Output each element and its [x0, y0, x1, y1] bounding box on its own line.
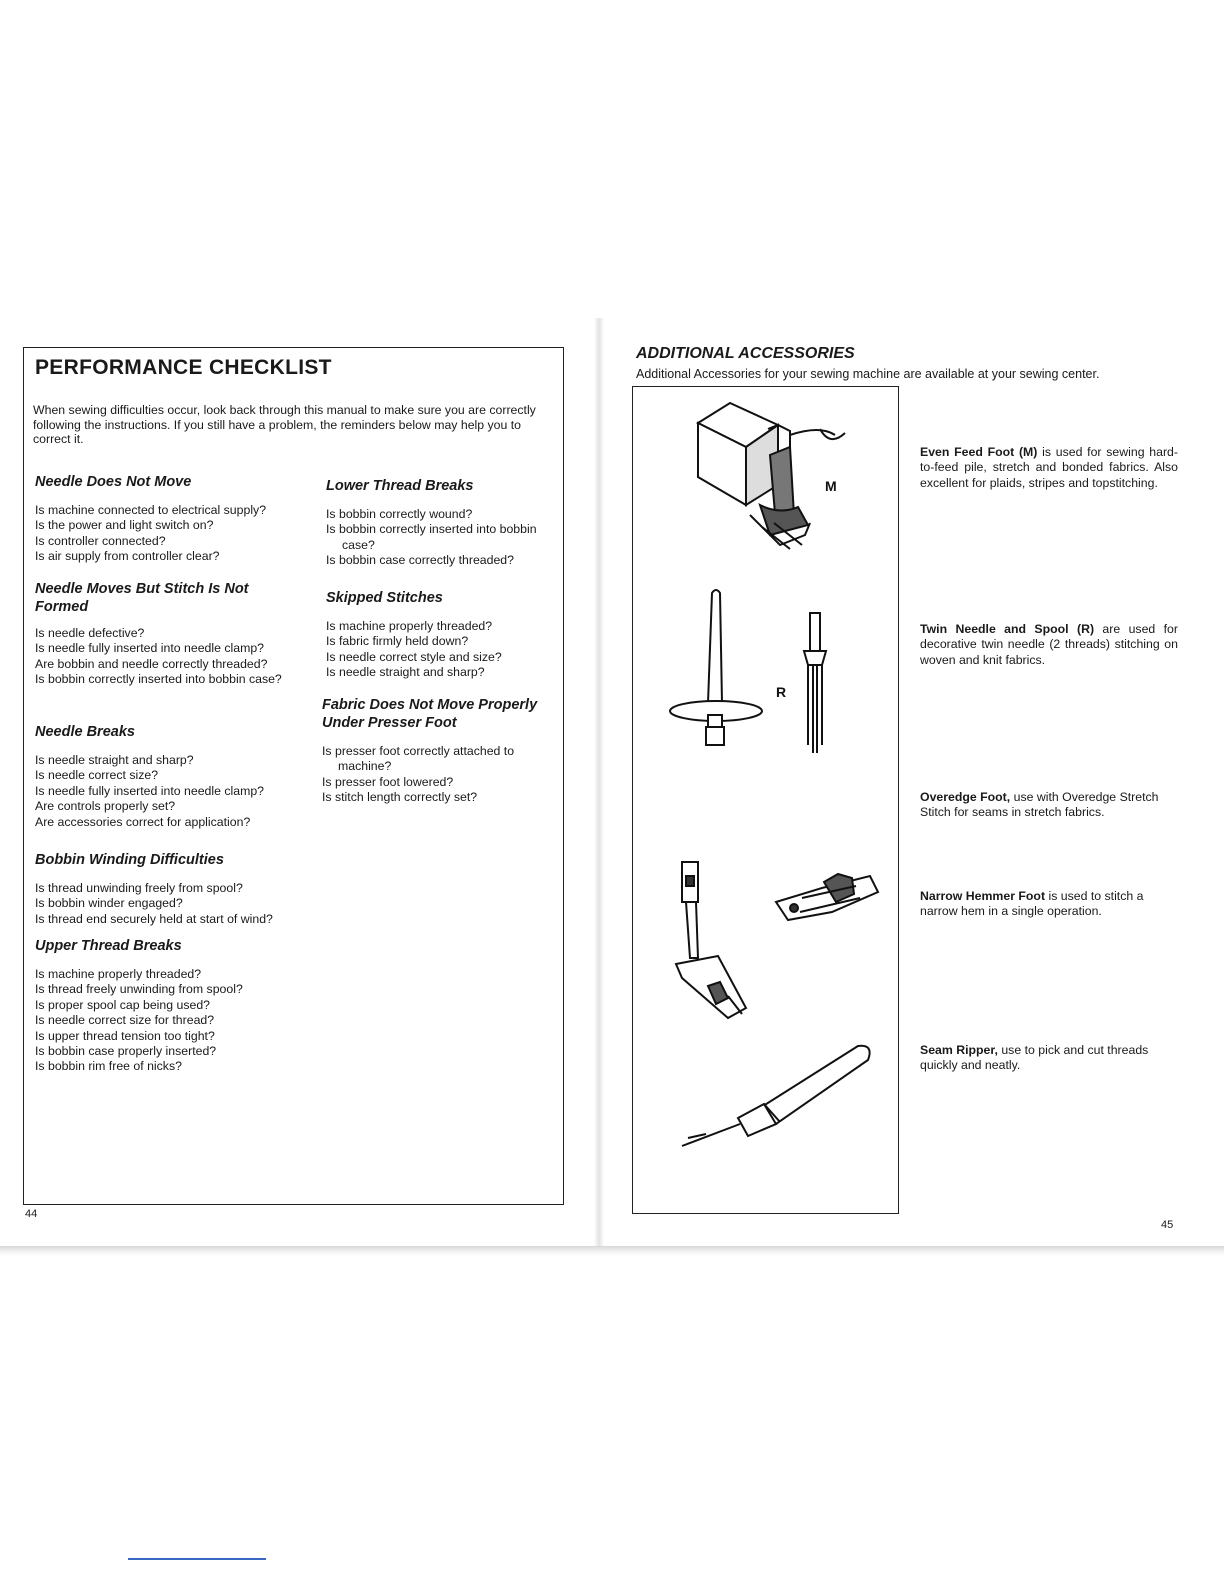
accessory-text: use with Overedge Stretch Stitch for seams in stretch fabrics.: [920, 790, 1159, 820]
checklist-item: Is thread end securely held at start of wind?: [35, 911, 273, 926]
section-heading: Fabric Does Not Move Properly Under Presser Foot: [322, 697, 538, 731]
checklist-item: Is the power and light switch on?: [35, 518, 214, 533]
section-needle-breaks: [35, 723, 305, 830]
accessory-text: are used for decorative twin needle (2 threads) stitching on woven and knit fabrics.: [920, 622, 1178, 667]
even-feed-foot-icon: [690, 395, 850, 555]
page-number-right: 45: [1161, 1219, 1174, 1231]
checklist-item: Is proper spool cap being used?: [35, 997, 211, 1012]
section-fabric-does-not-move: [322, 696, 560, 806]
checklist-item: Is controller connected?: [35, 533, 166, 548]
checklist-item: Is bobbin case properly inserted?: [35, 1044, 217, 1059]
checklist-item: Is machine properly threaded?: [326, 619, 493, 633]
accessory-twin-needle-desc: [920, 622, 1178, 668]
intro-paragraph: When sewing difficulties occur, look back through this manual to make sure you are correctly following the instructions. If you still have a problem, the reminders below may help you to correct it.: [33, 403, 536, 447]
accessories-title: ADDITIONAL ACCESSORIES: [636, 345, 855, 362]
checklist-item: Is needle correct size?: [35, 768, 159, 783]
page-bottom-edge: [0, 1246, 1224, 1256]
section-heading: Needle Breaks: [35, 724, 135, 740]
checklist-item: Is bobbin correctly wound?: [326, 507, 473, 521]
section-heading: Lower Thread Breaks: [326, 478, 474, 494]
section-skipped-stitches: [326, 589, 561, 681]
checklist-item: Is presser foot correctly attached to machine?: [322, 744, 515, 774]
accessory-overedge-desc: [920, 790, 1178, 821]
section-heading: Needle Moves But Stitch Is Not Formed: [35, 581, 249, 615]
accessory-even-feed-desc: [920, 445, 1178, 491]
twin-needle-spool-icon: [660, 585, 850, 765]
checklist-item: Is needle straight and sharp?: [35, 753, 194, 767]
accessory-name: Seam Ripper,: [920, 1043, 998, 1057]
checklist-item: Is stitch length correctly set?: [322, 790, 478, 805]
checklist-item: Is bobbin winder engaged?: [35, 896, 183, 911]
section-heading: Skipped Stitches: [326, 590, 443, 606]
checklist-item: Is bobbin correctly inserted into bobbin case?: [326, 522, 537, 552]
accessory-name: Even Feed Foot (M): [920, 445, 1038, 459]
accessory-seam-ripper-desc: [920, 1043, 1178, 1074]
accessory-text: use to pick and cut threads quickly and neatly.: [920, 1043, 1149, 1073]
checklist-item: Is thread freely unwinding from spool?: [35, 982, 243, 997]
checklist-item: Is upper thread tension too tight?: [35, 1028, 215, 1043]
accessory-text: is used to stitch a narrow hem in a single operation.: [920, 889, 1144, 919]
section-lower-thread-breaks: [326, 477, 561, 569]
page-number-left: 44: [25, 1208, 38, 1220]
accessory-name: Overedge Foot,: [920, 790, 1011, 804]
checklist-item: Is needle defective?: [35, 626, 145, 640]
checklist-item: Is needle straight and sharp?: [326, 665, 485, 680]
page-gutter: [594, 318, 604, 1248]
section-needle-moves-items: [35, 626, 300, 688]
checklist-item: Is needle correct size for thread?: [35, 1013, 215, 1028]
footer-underline: [128, 1558, 266, 1560]
accessory-name: Twin Needle and Spool (R): [920, 622, 1095, 636]
section-heading: Upper Thread Breaks: [35, 938, 182, 954]
page-title: PERFORMANCE CHECKLIST: [35, 356, 332, 379]
twin-needle-label: R: [776, 684, 787, 700]
section-heading: Needle Does Not Move: [35, 474, 192, 490]
checklist-item: Is needle fully inserted into needle clamp?: [35, 783, 264, 798]
checklist-item: Is bobbin rim free of nicks?: [35, 1059, 182, 1074]
checklist-item: Is needle fully inserted into needle clamp?: [35, 641, 264, 656]
checklist-item: Is air supply from controller clear?: [35, 549, 220, 564]
section-needle-does-not-move: [35, 473, 305, 565]
even-feed-label: M: [825, 478, 837, 494]
checklist-item: Is needle correct style and size?: [326, 649, 502, 664]
checklist-item: Are controls properly set?: [35, 799, 176, 814]
checklist-item: Is thread unwinding freely from spool?: [35, 881, 243, 895]
checklist-item: Is bobbin correctly inserted into bobbin case?: [35, 672, 282, 687]
checklist-item: Are accessories correct for application?: [35, 814, 251, 829]
seam-ripper-icon: [678, 1042, 883, 1152]
checklist-item: Is fabric firmly held down?: [326, 634, 469, 649]
checklist-item: Is bobbin case correctly threaded?: [326, 553, 514, 568]
checklist-item: Is machine properly threaded?: [35, 967, 202, 981]
section-heading: Bobbin Winding Difficulties: [35, 852, 224, 868]
overedge-foot-icon: [668, 858, 758, 1028]
accessory-name: Narrow Hemmer Foot: [920, 889, 1046, 903]
accessory-narrow-hemmer-desc: [920, 889, 1178, 920]
section-needle-moves-not-formed: [35, 580, 255, 628]
section-bobbin-winding: [35, 851, 305, 927]
section-upper-thread-breaks: [35, 937, 305, 1075]
checklist-item: Is machine connected to electrical supply?: [35, 503, 267, 517]
accessory-text: is used for sewing hard-to-feed pile, stretch and bonded fabrics. Also excellent for plaids, stripes and topstitching.: [920, 445, 1178, 490]
checklist-item: Is presser foot lowered?: [322, 774, 454, 789]
narrow-hemmer-foot-icon: [772, 868, 882, 928]
accessories-subtitle: Additional Accessories for your sewing machine are available at your sewing center.: [636, 367, 1100, 381]
checklist-item: Are bobbin and needle correctly threaded?: [35, 656, 268, 671]
